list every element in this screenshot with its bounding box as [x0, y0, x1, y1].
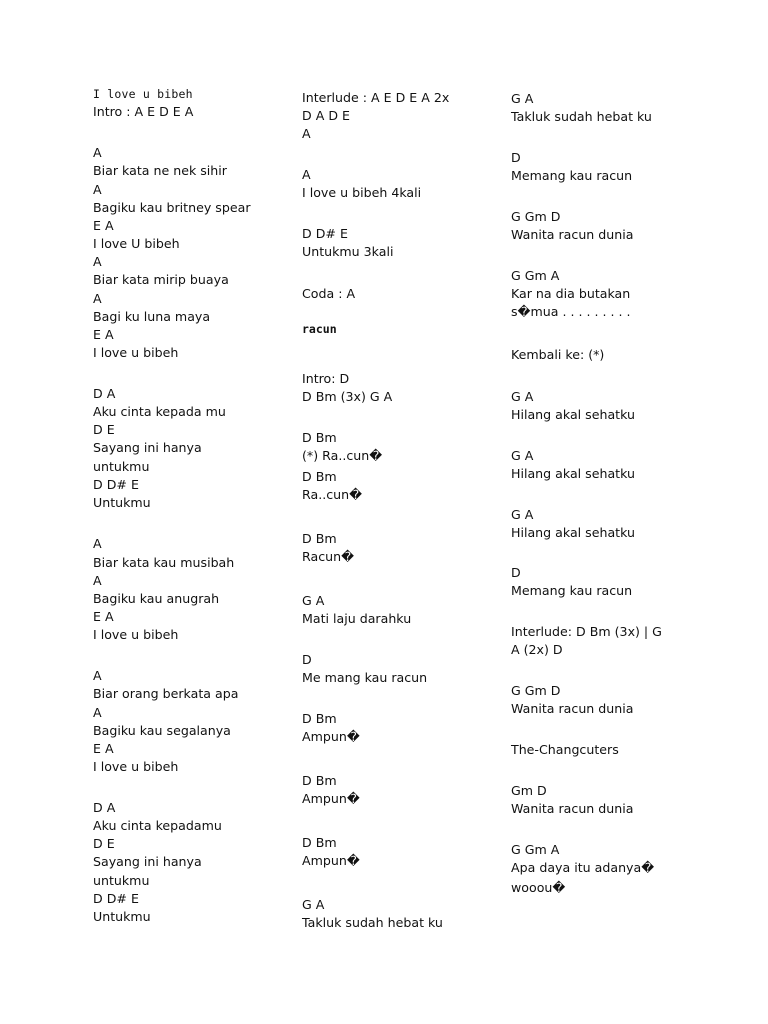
lyric-line: G A — [511, 91, 534, 106]
lyric-line: D A — [93, 800, 116, 815]
lyric-line: The-Changcuters — [511, 742, 619, 757]
lyric-line: Kar na dia butakan — [511, 286, 631, 301]
lyric-line: D A D E — [302, 108, 350, 123]
song-title: I love u bibeh — [93, 87, 193, 101]
lyric-line: Bagi ku luna maya — [93, 309, 211, 324]
lyric-line: Hilang akal sehatku — [511, 466, 636, 481]
lyric-line: Ampun� — [302, 791, 360, 806]
lyric-line: Interlude: D Bm (3x) | G — [511, 624, 662, 639]
lyric-line: I love u bibeh — [93, 345, 179, 360]
lyric-line: Apa daya itu adanya� — [511, 860, 655, 875]
lyric-line: E A — [93, 609, 114, 624]
lyric-line: I love u bibeh — [93, 759, 179, 774]
lyric-line: D — [511, 565, 521, 580]
lyric-line: Biar kata ne nek sihir — [93, 163, 227, 178]
lyric-line: A — [93, 182, 102, 197]
lyric-line: Takluk sudah hebat ku — [511, 109, 652, 124]
lyric-line: I love U bibeh — [93, 236, 180, 251]
lyric-line: G A — [302, 593, 325, 608]
lyric-line: Kembali ke: (*) — [511, 347, 605, 362]
lyric-line: Gm D — [511, 783, 547, 798]
lyric-line: A — [93, 254, 102, 269]
lyric-line: Biar orang berkata apa — [93, 686, 239, 701]
lyric-line: D Bm (3x) G A — [302, 389, 393, 404]
lyric-line: G Gm A — [511, 842, 560, 857]
lyric-line: Wanita racun dunia — [511, 801, 634, 816]
lyric-line: A — [93, 573, 102, 588]
lyric-line: Bagiku kau segalanya — [93, 723, 231, 738]
lyric-line: Hilang akal sehatku — [511, 407, 636, 422]
lyric-line: Biar kata mirip buaya — [93, 272, 229, 287]
lyric-line: Ampun� — [302, 853, 360, 868]
lyric-line: Untukmu 3kali — [302, 244, 394, 259]
lyric-line: D Bm — [302, 469, 337, 484]
lyric-line: Biar kata kau musibah — [93, 555, 235, 570]
lyric-line: A — [302, 126, 311, 141]
lyric-line: Memang kau racun — [511, 168, 633, 183]
lyric-line: D Bm — [302, 430, 337, 445]
lyric-line: Aku cinta kepada mu — [93, 404, 226, 419]
lyric-line: E A — [93, 741, 114, 756]
lyric-line: untukmu — [93, 459, 150, 474]
lyric-line: Intro: D — [302, 371, 350, 386]
lyric-line: untukmu — [93, 873, 150, 888]
lyric-line: A — [93, 291, 102, 306]
lyric-line: D D# E — [302, 226, 348, 241]
lyric-line: Memang kau racun — [511, 583, 633, 598]
lyric-line: Bagiku kau britney spear — [93, 200, 251, 215]
lyric-line: (*) Ra..cun� — [302, 448, 383, 463]
lyric-line: D D# E — [93, 477, 139, 492]
lyric-line: Untukmu — [93, 909, 151, 924]
lyric-line: A (2x) D — [511, 642, 563, 657]
lyric-line: A — [302, 167, 311, 182]
lyric-line: Me mang kau racun — [302, 670, 428, 685]
lyric-line: Bagiku kau anugrah — [93, 591, 220, 606]
lyric-line: A — [93, 536, 102, 551]
lyric-line: D E — [93, 836, 115, 851]
lyric-line: I love u bibeh — [93, 627, 179, 642]
lyric-line: Sayang ini hanya — [93, 854, 202, 869]
lyric-line: G A — [511, 448, 534, 463]
lyric-line: Racun� — [302, 549, 354, 564]
lyric-line: G A — [511, 507, 534, 522]
lyric-line: Takluk sudah hebat ku — [302, 915, 443, 930]
lyric-line: Ra..cun� — [302, 487, 362, 502]
lyric-line: G A — [302, 897, 325, 912]
lyric-line: Wanita racun dunia — [511, 227, 634, 242]
lyric-line: Coda : A — [302, 286, 356, 301]
lyric-line: Wanita racun dunia — [511, 701, 634, 716]
lyric-line: Intro : A E D E A — [93, 104, 194, 119]
lyric-line: Aku cinta kepadamu — [93, 818, 222, 833]
lyric-line: D — [302, 652, 312, 667]
lyric-line: D Bm — [302, 711, 337, 726]
lyric-line: A — [93, 705, 102, 720]
lyric-line: wooou� — [511, 880, 566, 895]
lyric-line: D Bm — [302, 531, 337, 546]
lyric-line: E A — [93, 327, 114, 342]
lyric-line: Mati laju darahku — [302, 611, 412, 626]
lyric-line: D Bm — [302, 835, 337, 850]
lyric-line: Sayang ini hanya — [93, 440, 202, 455]
lyric-line: Hilang akal sehatku — [511, 525, 636, 540]
lyric-line: Interlude : A E D E A 2x — [302, 90, 450, 105]
song-title: racun — [302, 322, 337, 336]
lyric-line: D E — [93, 422, 115, 437]
lyric-line: Ampun� — [302, 729, 360, 744]
lyric-line: D — [511, 150, 521, 165]
lyric-line: E A — [93, 218, 114, 233]
lyric-line: G Gm A — [511, 268, 560, 283]
lyric-line: D A — [93, 386, 116, 401]
lyric-line: G A — [511, 389, 534, 404]
lyric-line: D D# E — [93, 891, 139, 906]
lyric-line: G Gm D — [511, 209, 561, 224]
lyric-line: G Gm D — [511, 683, 561, 698]
lyric-line: I love u bibeh 4kali — [302, 185, 422, 200]
lyric-line: A — [93, 145, 102, 160]
lyric-line: D Bm — [302, 773, 337, 788]
lyric-line: s�mua . . . . . . . . . — [511, 304, 631, 319]
lyric-line: Untukmu — [93, 495, 151, 510]
lyric-line: A — [93, 668, 102, 683]
